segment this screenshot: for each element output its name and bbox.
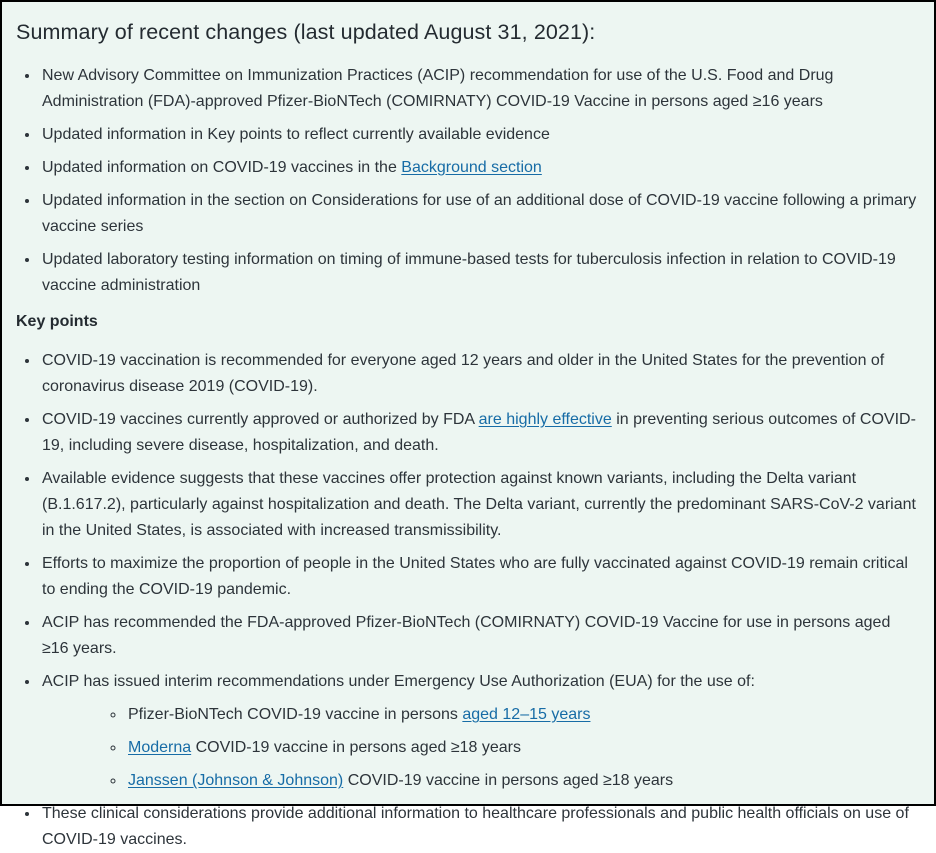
list-item (126, 767, 920, 794)
list-item (40, 246, 920, 299)
text-segment: Updated information in Key points to reflect currently available evidence (42, 126, 550, 143)
text-segment: ACIP has recommended the FDA-approved Pfizer-BioNTech (COMIRNATY) COVID-19 Vaccine for use in persons aged ≥16 years. (42, 614, 891, 657)
text-segment: COVID-19 vaccine in persons aged ≥18 years (343, 772, 674, 789)
list-item (40, 187, 920, 240)
list-item (126, 734, 920, 761)
list-item (40, 121, 920, 148)
text-segment: Updated laboratory testing information on timing of immune-based tests for tuberculosis infection in relation to COVID-19 vaccine administration (42, 251, 896, 294)
list-item (40, 347, 920, 400)
text-segment: ACIP has issued interim recommendations under Emergency Use Authorization (EUA) for the use of: (42, 673, 755, 690)
list-item (40, 62, 920, 115)
summary-heading: Summary of recent changes (last updated August 31, 2021): (16, 20, 596, 44)
text-segment: Updated information on COVID-19 vaccines in the (42, 159, 402, 176)
text-segment: These clinical considerations provide additional information to healthcare professionals and public health officials on use of COVID-19 vaccines. (42, 805, 909, 848)
text-segment: in preventing serious outcomes of COVID-19, including severe disease, hospitalization, and death. (42, 411, 916, 454)
sub-list (42, 701, 920, 794)
janssen-johnson-johnson-link[interactable]: Janssen (Johnson & Johnson) (128, 772, 344, 789)
key-points-heading: Key points (16, 313, 98, 330)
text-segment: Updated information in the section on Considerations for use of an additional dose of COVID-19 vaccine following a primary vaccine series (42, 192, 917, 235)
list-item (40, 609, 920, 662)
text-segment: Efforts to maximize the proportion of people in the United States who are fully vaccinated against COVID-19 remain critical to ending the COVID-19 pandemic. (42, 555, 908, 598)
text-segment: Available evidence suggests that these vaccines offer protection against known variants, including the Delta variant (B.1.617.2), particularly against hospitalization and death. The Delta variant, currently the predominant SARS-CoV-2 variant in the United States, is associated with increased transmissibility. (42, 470, 916, 539)
key-points-list (16, 347, 920, 853)
list-item (126, 701, 920, 728)
list-item (40, 154, 920, 181)
list-item (40, 550, 920, 603)
list-item (40, 800, 920, 853)
list-item (40, 406, 920, 459)
text-segment: COVID-19 vaccine in persons aged ≥18 years (191, 739, 521, 756)
are-highly-effective-link[interactable]: are highly effective (478, 411, 612, 428)
summary-of-changes-list (16, 62, 920, 299)
list-item (40, 465, 920, 544)
aged-12-15-years-link[interactable]: aged 12–15 years (462, 706, 591, 723)
moderna-link[interactable]: Moderna (128, 739, 192, 756)
background-section-link[interactable]: Background section (401, 159, 542, 176)
text-segment: Pfizer-BioNTech COVID-19 vaccine in persons (128, 706, 463, 723)
text-segment: COVID-19 vaccines currently approved or authorized by FDA (42, 411, 479, 428)
text-segment: COVID-19 vaccination is recommended for everyone aged 12 years and older in the United States for the prevention of coronavirus disease 2019 (COVID-19). (42, 352, 885, 395)
text-segment: New Advisory Committee on Immunization Practices (ACIP) recommendation for use of the U.S. Food and Drug Administration (FDA)-approved Pfizer-BioNTech (COMIRNATY) COVID-19 Vaccine in persons aged ≥16 years (42, 67, 834, 110)
list-item (40, 668, 920, 794)
